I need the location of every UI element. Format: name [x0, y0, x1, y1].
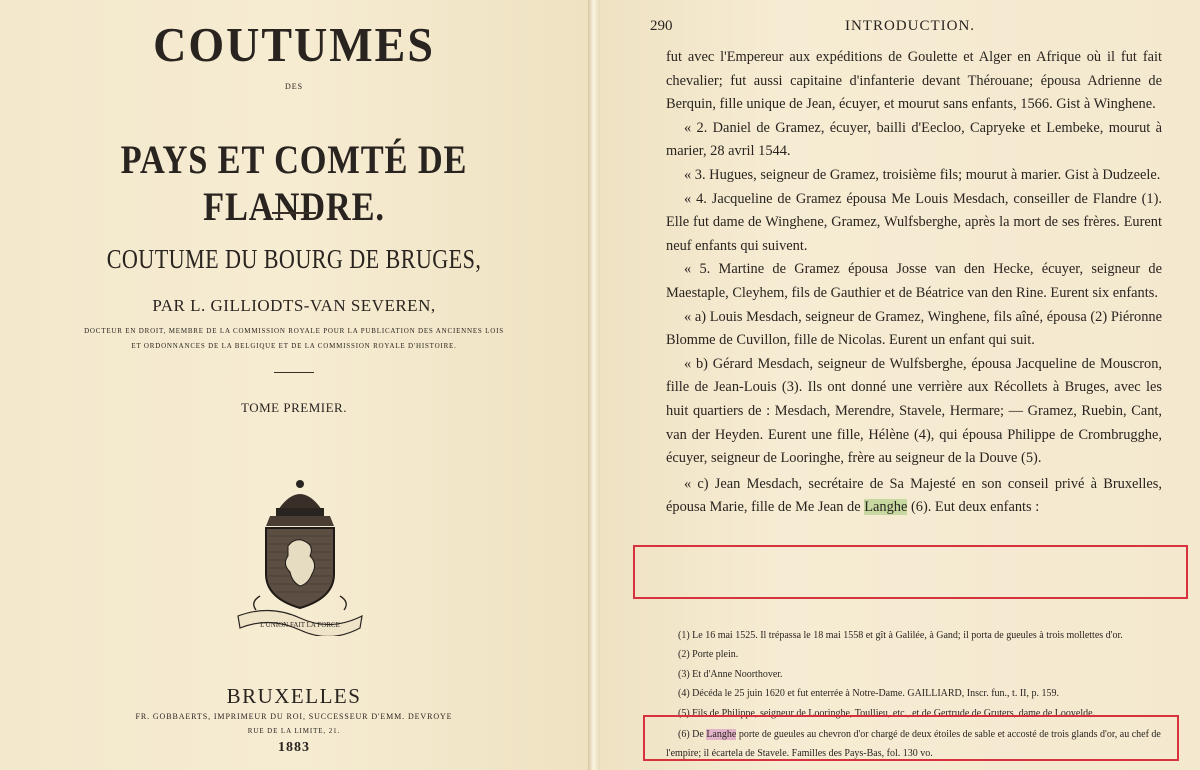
title-des: DES [284, 82, 304, 91]
note6-highlight-langhe: Langhe [706, 729, 737, 741]
paragraph: « 4. Jacqueline de Gramez épousa Me Louis Mesdach, conseiller de Flandre (1). Elle fut dame de Winghene, Gramez, Wulfsberghe, après la mort de ses frères. Eurent neuf enfants qui suivent. [666, 190, 1162, 254]
text-page [600, 0, 1200, 770]
body-text [666, 46, 1162, 520]
author: PAR L. GILLIODTS-VAN SEVEREN, [152, 296, 436, 315]
publication-year: 1883 [278, 740, 310, 755]
author-rule [274, 372, 314, 373]
credentials-line2: ET ORDONNANCES DE LA BELGIQUE ET DE LA COMMISSION ROYALE D'HISTOIRE. [131, 342, 457, 350]
annotation-box-footnote [643, 715, 1179, 761]
note6-rest: porte de gueules au chevron d'or chargé de deux étoiles de sable et accosté de trois glands d'or, au chef de l'empire; il écartela de Stavele. Familles des Pays-Bas, fol. 130 vo. [666, 729, 1161, 760]
author-credentials [0, 324, 588, 354]
footnote: (5) Fils de Philippe, seigneur de Looringhe, Toullieu, etc., et de Gertrude de Gruters, dame de Looveldе. [678, 707, 1096, 719]
title-line2: PAYS ET COMTÉ DE FLANDRE. [120, 137, 468, 229]
page-number: 290 [650, 18, 673, 34]
book-gutter [588, 0, 600, 770]
running-head: INTRODUCTION. [844, 18, 976, 34]
footnote: (3) Et d'Anne Noorthover. [678, 668, 783, 680]
para-text-before: « c) Jean Mesdach, secrétaire de Sa Majesté en son conseil privé à Bruxelles, épousa Marie, fille de Me Jean de [666, 475, 1162, 516]
title-page [0, 0, 588, 770]
footnote: (1) Le 16 mai 1525. Il trépassa le 18 mai 1558 et gît à Galilée, à Gand; il porta de gueules à trois mollettes d'or. [678, 630, 1123, 641]
paragraph: « 5. Martine de Gramez épousa Josse van den Hecke, écuyer, seigneur de Maestaple, Cleyhem, fils de Gauthier et de Béatrice van den Rine. Eurent six enfants. [666, 261, 1162, 301]
paragraph: « 3. Hugues, seigneur de Gramez, troisième fils; mourut à marier. Gist à Dudzeele. [684, 166, 1161, 183]
title-line1: COUTUMES [153, 17, 435, 72]
title-rule [272, 212, 316, 214]
para-text-after: (6). Eut deux enfants : [907, 499, 1040, 516]
paragraph: fut avec l'Empereur aux expéditions de Goulette et Alger en Afrique où il fut fait chevalier; fut aussi capitaine d'infanterie devant Thérouane; épousa Adrienne de Berquin, fille unique de Jean, écuyer, et mourut sans enfants, 1566. Gist à Winghene. [666, 49, 1162, 113]
printer: FR. GOBBAERTS, IMPRIMEUR DU ROI, SUCCESSEUR D'EMM. DEVROYE [135, 712, 453, 721]
subtitle: COUTUME DU BOURG DE BRUGES, [106, 244, 482, 274]
publication-city: BRUXELLES [226, 684, 362, 708]
footnote: (2) Porte plein. [678, 649, 739, 661]
paragraph: « a) Louis Mesdach, seigneur de Gramez, Winghene, fils aîné, épousa (2) Piéronne Blomme de Cuvillon, fille de Nicolas. Eurent un enfant qui suit. [666, 308, 1162, 349]
footnote: (4) Décéda le 25 juin 1620 et fut enterrée à Notre-Dame. GAILLIARD, Inscr. fun., t. II, p. 159. [678, 688, 1059, 700]
highlight-langhe: Langhe [864, 499, 908, 516]
crest-banner-text: L'UNION FAIT LA FORCE [260, 621, 340, 629]
highlighted-paragraph [666, 473, 1162, 520]
paragraph: « 2. Daniel de Gramez, écuyer, bailli d'Eecloo, Capryeke et Lembeke, mourut à marier, 28 avril 1544. [666, 119, 1162, 160]
note6-prefix: (6) De [678, 729, 707, 741]
street-address: RUE DE LA LIMITE, 21. [247, 727, 341, 735]
tome-label: TOME PREMIER. [241, 400, 347, 415]
annotation-box-paragraph [633, 545, 1188, 599]
paragraph: « b) Gérard Mesdach, seigneur de Wulfsberghe, épousa Jacqueline de Mouscron, fille de Jean-Louis (3). Ils ont donné une verrière aux Récollets à Bruges, avec les huit quartiers de : Mesdach, Merendre, Stavele, Hermare; — Gramez, Ruebin, Cant, van der Heyden. Eurent une fille, Hélène (4), qui épousa Philippe de Crombrugghe, écuyer, seigneur de Looringhe, frère au seigneur de la Douve (5). [666, 355, 1162, 467]
credentials-line1: DOCTEUR EN DROIT, MEMBRE DE LA COMMISSION ROYALE POUR LA PUBLICATION DES ANCIENNES LOIS [84, 327, 504, 335]
coat-of-arms-icon [230, 476, 370, 636]
